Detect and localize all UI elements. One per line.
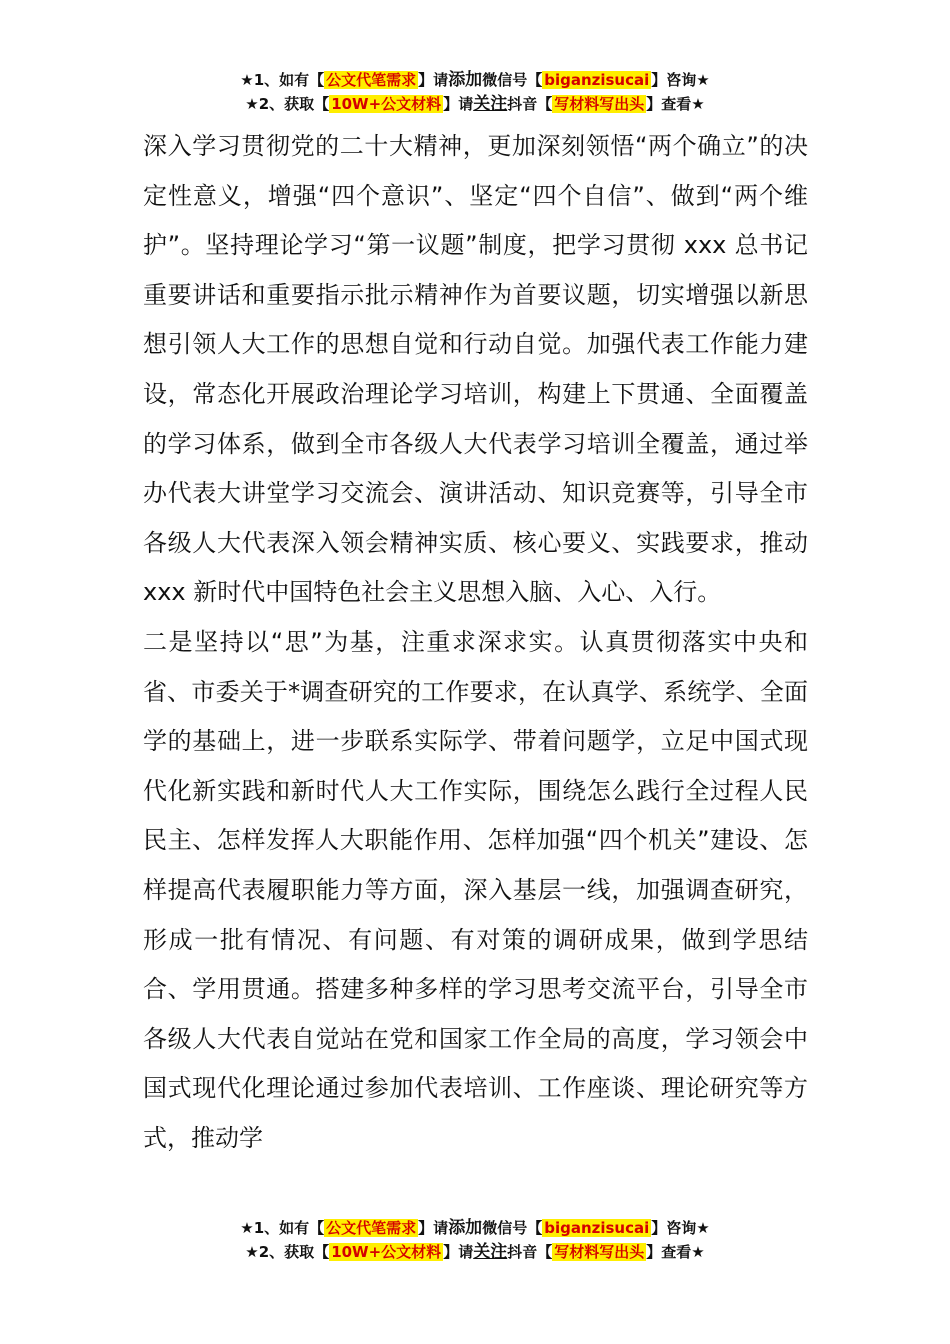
header-banner <box>0 68 950 116</box>
star-icon: ★ <box>240 71 254 89</box>
highlight-materials: 10W+公文材料 <box>331 95 442 113</box>
highlight-douyin: 写材料写出头 <box>554 1243 645 1261</box>
star-icon: ★ <box>245 1243 259 1261</box>
paragraph-1: 深入学习贯彻党的二十大精神，更加深刻领悟“两个确立”的决定性意义，增强“四个意识”、坚定“四个自信”、做到“两个维护”。坚持理论学习“第一议题”制度，把学习贯彻 xxx 总书记重要讲话和重要指示批示精神作为首要议题，切实增强以新思想引领人大工作的思想自觉和行动自觉。加强代表工作能力建设，常态化开展政治理论学习培训，构建上下贯通、全面覆盖的学习体系，做到全市各级人大代表学习培训全覆盖，通过举办代表大讲堂学习交流会、演讲活动、知识竞赛等，引导全市各级人大代表深入领会精神实质、核心要义、实践要求，推动 xxx 新时代中国特色社会主义思想入脑、入心、入行。 <box>143 132 808 607</box>
banner-line-1: ★1、如有【 公文代笔需求 】请添加微信号【 biganzisucai 】咨询★ <box>240 70 710 90</box>
star-icon: ★ <box>691 95 705 113</box>
highlight-materials: 10W+公文材料 <box>331 1243 442 1261</box>
banner-line-2: ★2、获取【 10W+公文材料 】请关注抖音【 写材料写出头 】查看★ <box>245 1242 705 1262</box>
highlight-service: 公文代笔需求 <box>326 1219 417 1237</box>
highlight-wechat-id: biganzisucai <box>544 71 650 89</box>
banner-line-1: ★1、如有【 公文代笔需求 】请添加微信号【 biganzisucai 】咨询★ <box>240 1218 710 1238</box>
footer-banner <box>0 1216 950 1264</box>
banner-line-2: ★2、获取【 10W+公文材料 】请关注抖音【 写材料写出头 】查看★ <box>245 94 705 114</box>
highlight-douyin: 写材料写出头 <box>554 95 645 113</box>
highlight-wechat-id: biganzisucai <box>544 1219 650 1237</box>
star-icon: ★ <box>696 71 710 89</box>
star-icon: ★ <box>245 95 259 113</box>
star-icon: ★ <box>691 1243 705 1261</box>
paragraph-2: 二是坚持以“思”为基，注重求深求实。认真贯彻落实中央和省、市委关于*调查研究的工作要求，在认真学、系统学、全面学的基础上，进一步联系实际学、带着问题学，立足中国式现代化新实践和新时代人大工作实际，围绕怎么践行全过程人民民主、怎样发挥人大职能作用、怎样加强“四个机关”建设、怎样提高代表履职能力等方面，深入基层一线，加强调查研究，形成一批有情况、有问题、有对策的调研成果，做到学思结合、学用贯通。搭建多种多样的学习思考交流平台，引导全市各级人大代表自觉站在党和国家工作全局的高度，学习领会中国式现代化理论通过参加代表培训、工作座谈、理论研究等方式，推动学 <box>143 627 808 1152</box>
star-icon: ★ <box>696 1219 710 1237</box>
star-icon: ★ <box>240 1219 254 1237</box>
document-body <box>143 122 808 1163</box>
highlight-service: 公文代笔需求 <box>326 71 417 89</box>
